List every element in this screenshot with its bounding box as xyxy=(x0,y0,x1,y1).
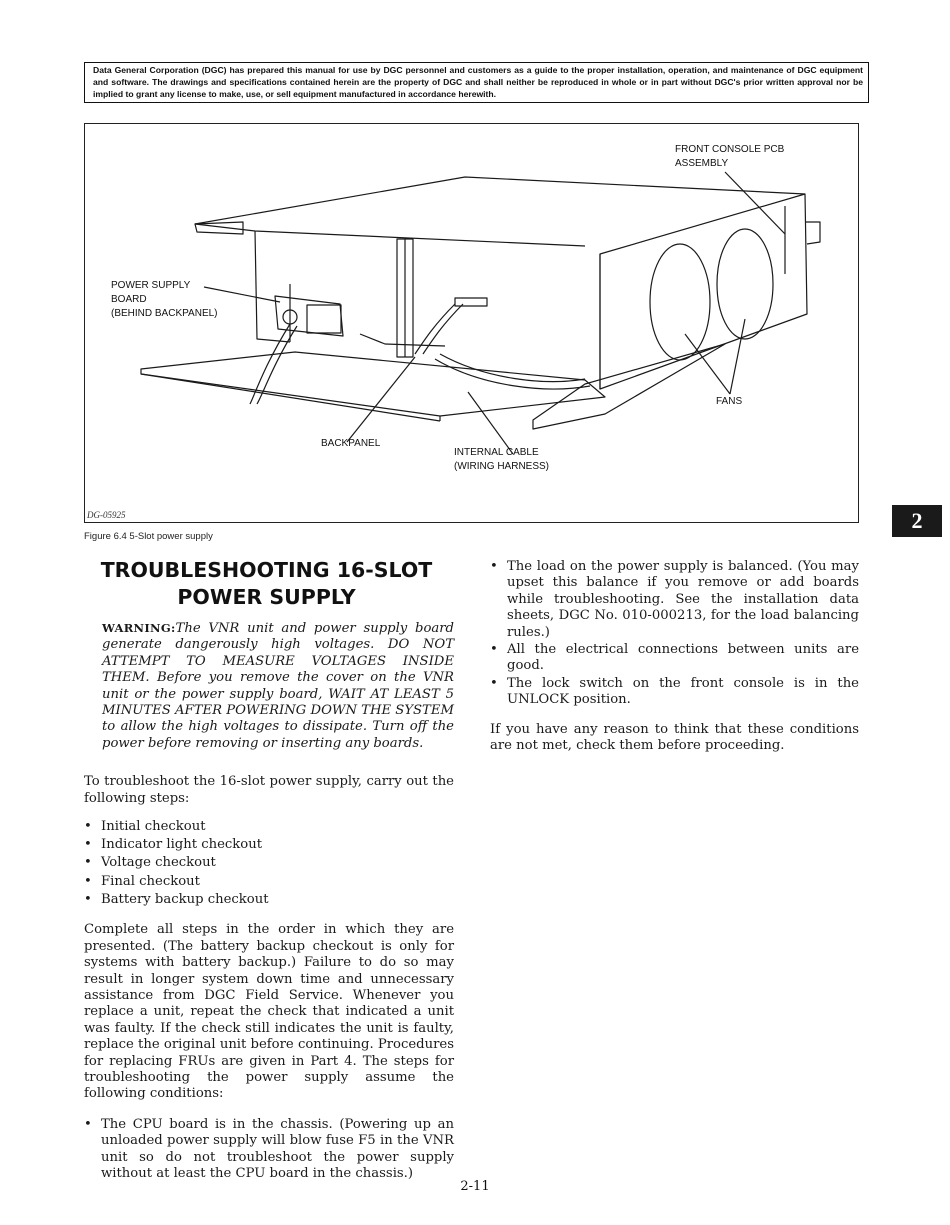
label-power-supply-board: POWER SUPPLY BOARD (BEHIND BACKPANEL) xyxy=(111,280,218,319)
warning-lead: WARNING: xyxy=(102,621,176,635)
conditions-list-left xyxy=(84,1117,454,1183)
list-item: • The lock switch on the front console is in the UNLOCK position. xyxy=(490,676,859,709)
list-item: • Final checkout xyxy=(84,874,454,890)
conditions-list-right xyxy=(490,559,859,709)
intro-paragraph: To troubleshoot the 16-slot power supply, carry out the following steps: xyxy=(84,774,454,806)
warning-paragraph xyxy=(102,620,454,752)
section-heading: TROUBLESHOOTING 16-SLOT POWER SUPPLY xyxy=(100,558,433,609)
list-item: • All the electrical connections between units are good. xyxy=(490,642,859,675)
figure-power-supply xyxy=(84,123,859,523)
list-item: • The CPU board is in the chassis. (Powering up an unloaded power supply will blow fuse F5 in the VNR unit so do not troubleshoot the power supply without at least the CPU board in the chassis.) xyxy=(84,1117,454,1183)
label-backpanel: BACKPANEL xyxy=(321,438,381,449)
label-front-console: FRONT CONSOLE PCB ASSEMBLY xyxy=(675,144,785,169)
label-fans: FANS xyxy=(716,396,743,407)
warning-text: The VNR unit and power supply board generate dangerously high voltages. DO NOT ATTEMPT TO MEASURE VOLTAGES INSIDE THEM. Before you remove the cover on the VNR unit or the power supply board, WAIT AT LEAST 5 MINUTES AFTER POWERING DOWN THE SYSTEM to allow the high voltages to dissipate. Turn off the power before removing or inserting any boards. xyxy=(102,621,454,751)
right-column xyxy=(490,559,859,754)
page-number: 2-11 xyxy=(460,1179,490,1194)
chapter-tab: 2 xyxy=(892,505,942,537)
steps-list xyxy=(84,819,454,908)
list-item: • Indicator light checkout xyxy=(84,837,454,853)
list-item: • The load on the power supply is balanced. (You may upset this balance if you remove or add boards while troubleshooting. See the installation data sheets, DGC No. 010-000213, for the load balancing rules.) xyxy=(490,559,859,641)
list-item: • Initial checkout xyxy=(84,819,454,835)
left-column xyxy=(84,620,454,1182)
figure-caption: Figure 6.4 5-Slot power supply xyxy=(84,531,213,542)
proprietary-notice: Data General Corporation (DGC) has prepared this manual for use by DGC personnel and customers as a guide to the proper installation, operation, and maintenance of DGC equipment and software. The drawings and specifications contained herein are the property of DGC and shall neither be reproduced in whole or in part without DGC's prior written approval nor be implied to grant any license to make, use, or sell equipment manufactured in accordance herewith. xyxy=(84,62,869,103)
list-item: • Battery backup checkout xyxy=(84,892,454,908)
closing-paragraph: If you have any reason to think that these conditions are not met, check them before proceeding. xyxy=(490,721,859,754)
label-internal-cable: INTERNAL CABLE (WIRING HARNESS) xyxy=(454,447,549,472)
body-paragraph: Complete all steps in the order in which they are presented. (The battery backup checkout is only for systems with battery backup.) Failure to do so may result in longer system down time and unnecessary assistance from DGC Field Service. Whenever you replace a unit, repeat the check that indicated a unit was faulty. If the check still indicates the unit is faulty, replace the original unit before continuing. Procedures for replacing FRUs are given in Part 4. The steps for troubleshooting the power supply assume the following conditions: xyxy=(84,922,454,1102)
figure-id: DG-05925 xyxy=(87,510,126,520)
list-item: • Voltage checkout xyxy=(84,855,454,871)
